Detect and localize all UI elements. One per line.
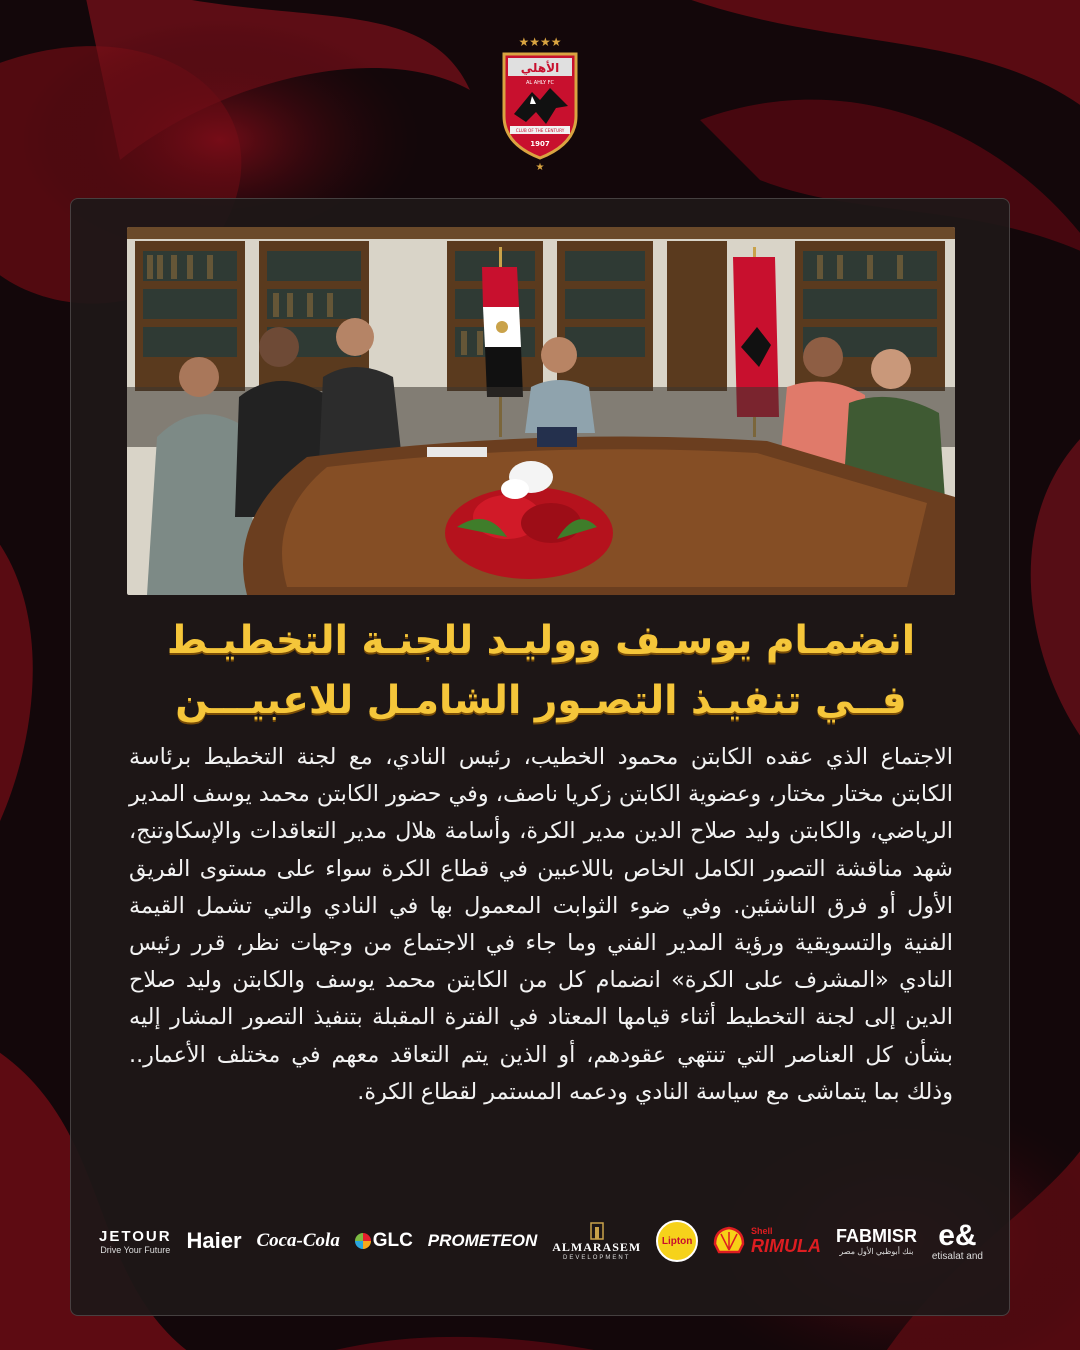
etisalat-name: etisalat and xyxy=(931,1250,983,1262)
sponsor-prometeon xyxy=(428,1231,538,1251)
sponsor-glc xyxy=(355,1230,413,1252)
lipton-badge-icon xyxy=(656,1220,698,1262)
headline-line-1: انضمـام يوسـف ووليـد للجنـة التخطيـط xyxy=(166,618,916,663)
article-body: الاجتماع الذي عقده الكابتن محمود الخطيب، رئيس النادي، مع لجنة التخطيط برئاسة الكابتن مختار مختار، وعضوية الكابتن زكريا ناصف، وفي حضور الكابتن محمد يوسف المدير الرياضي، والكابتن وليد صلاح الدين مدير الكرة، وأسامة هلال مدير التعاقدات والإسكاوتنج، شهد مناقشة التصور الكامل الخاص باللاعبين في قطاع الكرة سواء على مستوى الفريق الأول أو فرق الناشئين. وفي ضوء الثوابت المعمول بها في النادي والتي تشمل القيمة الفنية والتسويقية ورؤية المدير الفني وما جاء في الاجتماع من وجهات نظر، قرر رئيس النادي «المشرف على الكرة» انضمام كل من الكابتن محمد يوسف والكابتن وليد صلاح الدين إلى لجنة التخطيط أثناء قيامها المعتاد في الفترة المقبلة بتنفيذ التصور المشار إليه بشأن كل العناصر التي تنتهي عقودهم، أو الذين يتم التعاقد معهم في مختلف الأعمار.. وذلك بما يتماشى مع سياسة النادي ودعمه المستمر لقطاع الكرة. xyxy=(129,744,953,1105)
headline xyxy=(111,611,971,731)
almarasem-logo: ALMARASEM xyxy=(552,1239,642,1254)
shell-icon xyxy=(713,1226,745,1256)
prometeon-logo: PROMETEON xyxy=(427,1231,538,1250)
almarasem-tagline: DEVELOPMENT xyxy=(563,1254,631,1261)
meeting-photo xyxy=(127,227,955,595)
crest-bottom-star: ★ xyxy=(535,162,545,173)
jetour-logo: JETOUR xyxy=(99,1227,172,1245)
sponsor-etisalat xyxy=(931,1218,983,1262)
crest-motto: CLUB OF THE CENTURY xyxy=(515,128,565,133)
crest-year: 1907 xyxy=(530,140,550,148)
glc-icon xyxy=(355,1233,371,1249)
glc-logo: GLC xyxy=(372,1230,413,1251)
headline-line-2: فــي تنفيـذ التصـور الشامـل للاعبيـــن xyxy=(175,678,907,723)
sponsor-almarasem xyxy=(552,1222,641,1261)
sponsor-fabmisr xyxy=(836,1226,917,1256)
haier-logo: Haier xyxy=(186,1228,242,1253)
sponsor-haier xyxy=(186,1228,241,1254)
cocacola-logo: Coca-Cola xyxy=(256,1230,340,1251)
fabmisr-tagline: بنك أبوظبي الأول مصر xyxy=(839,1247,914,1256)
club-crest xyxy=(496,34,584,174)
crest-english-name: AL AHLY FC xyxy=(525,80,555,86)
sponsor-cocacola xyxy=(256,1230,339,1252)
jetour-tagline: Drive Your Future xyxy=(100,1244,171,1255)
rimula-logo: RIMULA xyxy=(751,1235,822,1256)
sponsor-jetour xyxy=(99,1228,172,1255)
etisalat-logo: e& xyxy=(938,1218,977,1252)
fabmisr-logo: FABMISR xyxy=(835,1226,917,1246)
content-card xyxy=(70,198,1010,1316)
crest-stars: ★★★★ xyxy=(518,35,562,49)
sponsor-strip xyxy=(99,1209,983,1273)
sponsor-shell-rimula xyxy=(713,1226,821,1257)
lipton-logo: Lipton xyxy=(661,1235,693,1247)
shell-brand-label: Shell xyxy=(751,1225,773,1236)
sponsor-lipton xyxy=(656,1220,698,1262)
crest-arabic-name: الأهلي xyxy=(520,61,560,75)
almarasem-icon xyxy=(590,1222,604,1240)
